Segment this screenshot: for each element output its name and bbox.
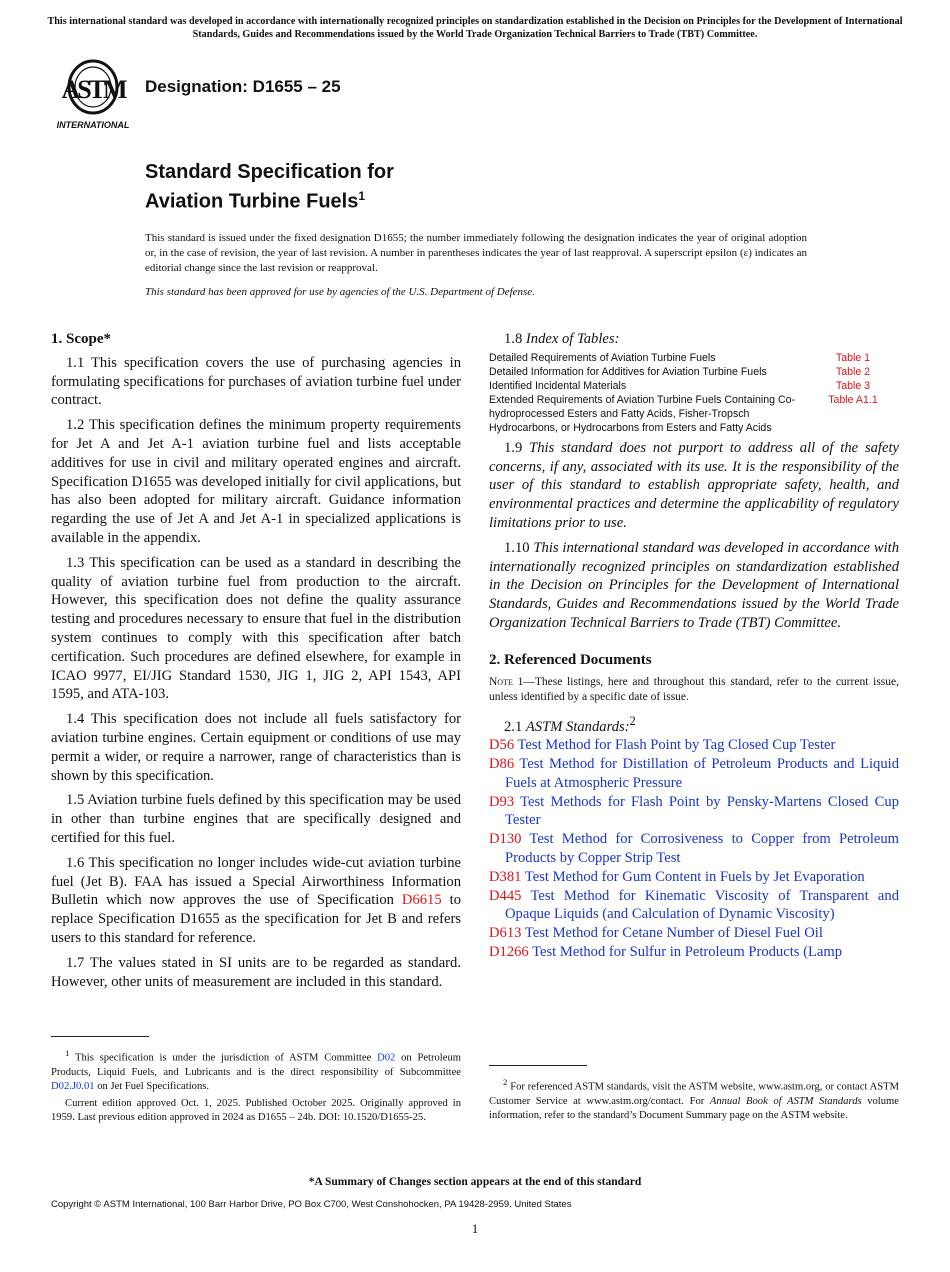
footnote-2-text: $^2$ For referenced ASTM standards, visit the ASTM website, www.astm.org, or contact ASTM Customer Service at www.astm.org/contact. For Annual Book of ASTM Standards volume information, refer to the standard’s Document Summary page on the ASTM website. (489, 1077, 900, 1121)
standard-title-link[interactable]: Test Method for Corrosiveness to Copper from Petroleum Products by Copper Strip Test (505, 831, 899, 866)
left-column (51, 330, 461, 997)
footnote-1 (51, 1046, 461, 1129)
index-of-tables (489, 351, 899, 435)
paragraph-2-1: 2.1 ASTM Standards:$^2$ (504, 713, 636, 735)
title-line-2: Aviation Turbine Fuels$^1$ (145, 189, 366, 213)
standard-title-link[interactable]: Test Method for Sulfur in Petroleum Products (Lamp (532, 943, 842, 960)
paragraph-1-6: 1.6 This specification no longer includes wide-cut aviation turbine fuel (Jet B). FAA has issued a Special Airworthiness Information Bulletin which now approves the use of Specification D6615 to replace Specification D1655 as the specification for Jet B and refers users to this standard for reference. (51, 854, 462, 946)
designation: Designation: D1655 – 25 (145, 77, 341, 96)
astm-standards-list (489, 736, 899, 962)
standard-title-link[interactable]: Test Method for Cetane Number of Diesel Fuel Oil (524, 925, 823, 942)
index-table-link[interactable]: Table 1 (835, 351, 871, 364)
referenced-standard (489, 793, 899, 831)
right-column (489, 330, 899, 962)
dod-notice: This standard has been approved for use by agencies of the U.S. Department of Defense. (145, 286, 535, 298)
page-number: 1 (471, 1221, 479, 1236)
referenced-standard (489, 736, 899, 755)
index-row (489, 365, 899, 379)
top-notice: This international standard was developed in accordance with internationally recognized principles on standardization established in the Decision on Principles for the Development of International Standards, Guides and Recommendations issued by the World Trade Organization Technical Barriers to Trade (TBT) Committee. (47, 16, 903, 40)
section-heading-referenced-documents: 2. Referenced Documents (489, 651, 652, 668)
index-description: Detailed Information for Additives for Aviation Turbine Fuels (489, 365, 767, 378)
section-heading-scope: 1. Scope* (51, 331, 111, 347)
index-table-link[interactable]: Table 3 (835, 379, 871, 392)
index-row (489, 379, 899, 393)
standard-code-link[interactable]: D130 (489, 831, 522, 848)
document-title (145, 160, 394, 214)
index-description: Extended Requirements of Aviation Turbine Fuels Containing Co-hydroprocessed Esters and Fatty Acids, Fisher-Tropsch Hydrocarbons, or Hydrocarbons from Esters and Fatty Acids (489, 393, 796, 434)
preamble: This standard is issued under the fixed designation D1655; the number immediately following the designation indicates the year of original adoption or, in the case of revision, the year of last revision. A number in parentheses indicates the year of last reapproval. A superscript epsilon (ε) indicates an editorial change since the last revision or reapproval. (145, 232, 807, 274)
index-table-link[interactable]: Table 2 (835, 365, 871, 378)
link-subcommittee-d02j001[interactable]: D02.J0.01 (51, 1080, 95, 1092)
referenced-standard (489, 924, 899, 943)
paragraph-1-1: 1.1 This specification covers the use of purchasing agencies in formulating specifications for purchases of aviation turbine fuel under contract. (51, 354, 461, 409)
index-description: Detailed Requirements of Aviation Turbine Fuels (489, 351, 716, 364)
paragraph-1-3: 1.3 This specification can be used as a standard in describing the quality of aviation turbine fuel from production to the aircraft. However, this specification does not define the quality assurance testing and procedures necessary to ensure that fuel in the distribution system continues to comply with this specification after batch certification. Such procedures are defined elsewhere, for example in ICAO 9977, EI/JIG Standard 1530, JIG 1, JIG 2, API 1543, API 1595, and ATA-103. (51, 554, 461, 703)
copyright: Copyright © ASTM International, 100 Barr Harbor Drive, PO Box C700, West Conshohocken, PA 19428-2959. United States (51, 1199, 572, 1210)
index-row (489, 351, 899, 365)
footnote-1-text: $^1$ This specification is under the jurisdiction of ASTM Committee D02 on Petroleum Products, Liquid Fuels, and Lubricants and is the direct responsibility of Subcommittee D02.J0.01 on Jet Fuel Specifications. (51, 1048, 461, 1092)
standard-title-link[interactable]: Test Method for Kinematic Viscosity of Transparent and Opaque Liquids (and Calculation of Dynamic Viscosity) (505, 887, 900, 923)
footnote-rule-right (489, 1065, 587, 1066)
standard-code-link[interactable]: D1266 (489, 943, 529, 960)
footnote-1-edition: Current edition approved Oct. 1, 2025. Published October 2025. Originally approved in 1959. Last previous edition approved in 2024 as D1655 – 24b. DOI: 10.1520/D1655-25. (51, 1098, 461, 1124)
svg-text:INTERNATIONAL: INTERNATIONAL (56, 120, 130, 130)
summary-of-changes-notice: *A Summary of Changes section appears at the end of this standard (308, 1176, 642, 1188)
paragraph-1-4: 1.4 This specification does not include all fuels satisfactory for aviation turbine engines. Certain equipment or conditions of use may permit a wider, or require a narrower, range of characteristics than is shown by this specification. (51, 711, 461, 784)
footnote-rule-left (51, 1036, 149, 1037)
standard-title-link[interactable]: Test Methods for Flash Point by Pensky-Martens Closed Cup Tester (505, 793, 899, 829)
title-line-1: Standard Specification for (145, 161, 394, 183)
standard-title-link[interactable]: Test Method for Gum Content in Fuels by Jet Evaporation (524, 868, 865, 885)
standard-code-link[interactable]: D445 (489, 887, 522, 904)
paragraph-1-7: 1.7 The values stated in SI units are to be regarded as standard. However, other units of measurement are included in this standard. (51, 954, 461, 990)
link-committee-d02[interactable]: D02 (377, 1052, 396, 1064)
standard-code-link[interactable]: D381 (489, 868, 522, 885)
svg-text:ASTM: ASTM (61, 75, 125, 104)
index-description: Identified Incidental Materials (489, 379, 627, 392)
referenced-standard (489, 830, 899, 868)
standard-code-link[interactable]: D613 (489, 925, 522, 942)
astm-logo (52, 55, 134, 131)
standard-code-link[interactable]: D86 (489, 756, 515, 773)
referenced-standard (489, 868, 899, 887)
referenced-standard (489, 755, 899, 793)
paragraph-1-9: 1.9 This standard does not purport to address all of the safety concerns, if any, associated with its use. It is the responsibility of the user of this standard to establish appropriate safety, health, and environmental practices and determine the applicability of regulatory limitations prior to use. (489, 439, 899, 531)
paragraph-1-2: 1.2 This specification defines the minimum property requirements for Jet A and Jet A-1 aviation turbine fuel and lists acceptable additives for use in civil and military operated engines and aircraft. Specification D1655 was developed initially for civil applications, but has also been adopted for military aircraft. Guidance information regarding the use of Jet A and Jet A-1 in specialized applications is available in the appendix. (51, 417, 461, 546)
link-d6615[interactable]: D6615 (401, 892, 442, 909)
standard-title-link[interactable]: Test Method for Flash Point by Tag Closed Cup Tester (517, 737, 836, 754)
index-row (489, 393, 899, 435)
standard-title-link[interactable]: Test Method for Distillation of Petroleum Products and Liquid Fuels at Atmospheric Pressure (505, 756, 899, 791)
referenced-standard (489, 887, 899, 925)
paragraph-1-8: 1.8 Index of Tables: (504, 331, 620, 347)
footnote-2 (489, 1075, 899, 1126)
paragraph-1-10: 1.10 This international standard was developed in accordance with internationally recognized principles on standardization established in the Decision on Principles for the Development of International Standards, Guides and Recommendations issued by the World Trade Organization Technical Barriers to Trade (TBT) Committee. (489, 539, 899, 631)
standard-code-link[interactable]: D93 (489, 793, 515, 810)
index-table-link[interactable]: Table A1.1 (828, 393, 878, 406)
referenced-standard (489, 943, 899, 962)
paragraph-1-5: 1.5 Aviation turbine fuels defined by this specification may be used in other than turbine engines that are specifically designed and certified for this fuel. (51, 792, 461, 846)
note-1: Note 1—These listings, here and throughout this standard, refer to the current issue, unless identified by a specific date of issue. (489, 675, 899, 704)
standard-code-link[interactable]: D56 (489, 737, 515, 754)
